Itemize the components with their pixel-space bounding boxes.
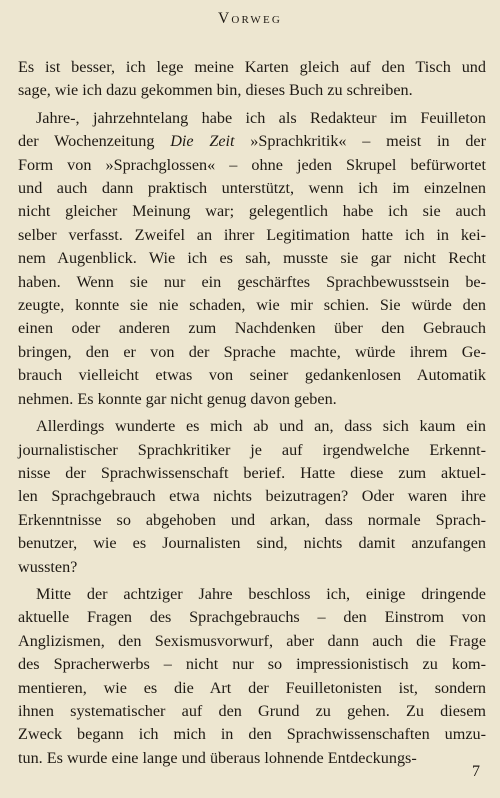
text-line: benutzer, wie es Journalisten sind, nichts damit anzufangen <box>18 534 486 553</box>
text-line: bringen, den er von der Sprache machte, würde ihrem Ge- <box>18 342 486 361</box>
text-line: nem Augenblick. Wie ich es sah, musste sie gar nicht Recht <box>18 249 486 268</box>
text-line: nehmen. Es konnte gar nicht genug davon geben. <box>18 389 337 408</box>
text-line: wussten? <box>18 557 78 576</box>
paragraph <box>18 107 486 411</box>
text-line: selber verfasst. Zweifel an ihrer Legitimation hatte ich in kei- <box>18 225 486 244</box>
text-line: Allerdings wunderte es mich ab und an, dass sich kaum ein <box>36 417 486 436</box>
text-line: journalistischer Sprachkritiker je auf irgendwelche Erkennt- <box>18 440 486 459</box>
body-text <box>18 56 486 770</box>
running-head: Vorweg <box>217 10 283 27</box>
text-line: Anglizismen, den Sexismusvorwurf, aber dann auch die Frage <box>18 631 486 650</box>
text-line: mentieren, wie es die Art der Feuilletonisten ist, sondern <box>18 678 486 697</box>
text-line: tun. Es wurde eine lange und überaus lohnende Entdeckungs- <box>18 748 417 767</box>
text-line: des Spracherwerbs – nicht nur so impressionistisch zu kom- <box>18 655 486 674</box>
text-line: Zweck begann ich mich in den Sprachwissenschaften umzu- <box>18 725 486 744</box>
text-line: brauch vielleicht etwas von seiner gedankenlosen Automatik <box>18 366 486 385</box>
text-line: aktuelle Fragen des Sprachgebrauchs – den Einstrom von <box>18 608 486 627</box>
emphasis-text: Die Zeit <box>170 132 235 151</box>
text-line: nicht gleicher Meinung war; gelegentlich habe ich sie auch <box>18 202 486 221</box>
page-number: 7 <box>472 763 480 780</box>
text-line: ihnen systematischer auf den Grund zu gehen. Zu diesem <box>18 701 486 720</box>
text-line: zeugte, konnte sie nie schaden, wie mir schien. Sie würde den <box>18 296 486 315</box>
text-line: Erkenntnisse so abgehoben und arkan, dass normale Sprach- <box>18 510 486 529</box>
text-line: haben. Wenn sie nur ein geschärftes Sprachbewusstsein be- <box>18 272 486 291</box>
paragraph <box>18 56 486 103</box>
paragraph <box>18 415 486 579</box>
text-line: der Wochenzeitung Die Zeit »Sprachkritik« – meist in der <box>18 132 487 151</box>
paragraph <box>18 583 486 770</box>
text-line: einen oder anderen zum Nachdenken über den Gebrauch <box>18 319 486 338</box>
text-line: Form von »Sprachglossen« – ohne jeden Skrupel befürwortet <box>18 155 486 174</box>
text-line: nisse der Sprachwissenschaft berief. Hatte diese zum aktuel- <box>18 463 486 482</box>
text-line: Es ist besser, ich lege meine Karten gleich auf den Tisch und <box>18 58 486 76</box>
text-line: sage, wie ich dazu gekommen bin, dieses Buch zu schreiben. <box>18 81 413 100</box>
text-line: len Sprachgebrauch etwa nichts beizutragen? Oder waren ihre <box>18 487 486 506</box>
text-line: Mitte der achtziger Jahre beschloss ich, einige dringende <box>36 584 486 603</box>
text-line: Jahre-, jahrzehntelang habe ich als Redakteur im Feuilleton <box>36 108 486 127</box>
text-line: und auch dann praktisch unterstützt, wenn ich im einzelnen <box>18 179 486 198</box>
